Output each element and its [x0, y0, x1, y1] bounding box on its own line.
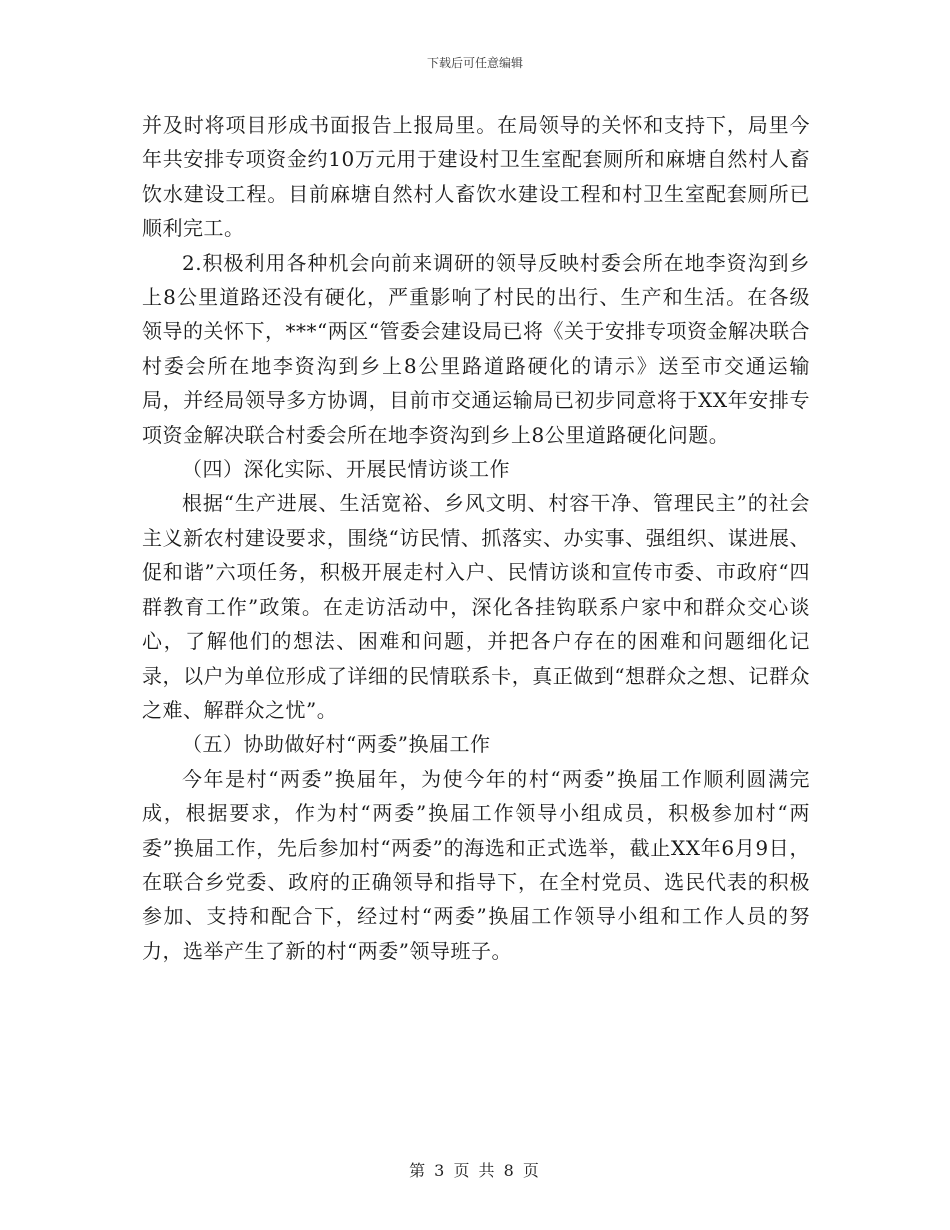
paragraph-continuation: 并及时将项目形成书面报告上报局里。在局领导的关怀和支持下，局里今年共安排专项资金约10万元用于建设村卫生室配套厕所和麻塘自然村人畜饮水建设工程。目前麻塘自然村人畜饮水建设工程和村卫生室配套厕所已顺利完工。 [142, 113, 810, 241]
document-body [142, 108, 810, 968]
paragraph-road-hardening: 2.积极利用各种机会向前来调研的领导反映村委会所在地李资沟到乡上8公里道路还没有硬化，严重影响了村民的出行、生产和生活。在各级领导的关怀下，***“两区“管委会建设局已将《关于安排专项资金解决联合村委会所在地李资沟到乡上8公里路道路硬化的请示》送至市交通运输局，并经局领导多方协调，目前市交通运输局已初步同意将于XX年安排专项资金解决联合村委会所在地李资沟到乡上8公里道路硬化问题。 [142, 250, 810, 447]
page-header: 下载后可任意编辑 [426, 56, 523, 70]
page-number-footer: 第 3 页 共 8 页 [409, 1161, 541, 1180]
section-heading-4: （四）深化实际、开展民情访谈工作 [182, 457, 510, 482]
paragraph-election: 今年是村“两委”换届年，为使今年的村“两委”换届工作顺利圆满完成，根据要求，作为村“两委”换届工作领导小组成员，积极参加村“两委”换届工作，先后参加村“两委”的海选和正式选举，截止XX年6月9日，在联合乡党委、政府的正确领导和指导下，在全村党员、选民代表的积极参加、支持和配合下，经过村“两委”换届工作领导小组和工作人员的努力，选举产生了新的村“两委”领导班子。 [142, 766, 810, 963]
paragraph-public-interviews: 根据“生产进展、生活宽裕、乡风文明、村容干净、管理民主”的社会主义新农村建设要求，围绕“访民情、抓落实、办实事、强组织、谋进展、促和谐”六项任务，积极开展走村入户、民情访谈和宣传市委、市政府“四群教育工作”政策。在走访活动中，深化各挂钩联系户家中和群众交心谈心，了解他们的想法、困难和问题，并把各户存在的困难和问题细化记录，以户为单位形成了详细的民情联系卡，真正做到“想群众之想、记群众之难、解群众之忧”。 [142, 491, 810, 722]
section-heading-5: （五）协助做好村“两委”换届工作 [182, 732, 491, 757]
